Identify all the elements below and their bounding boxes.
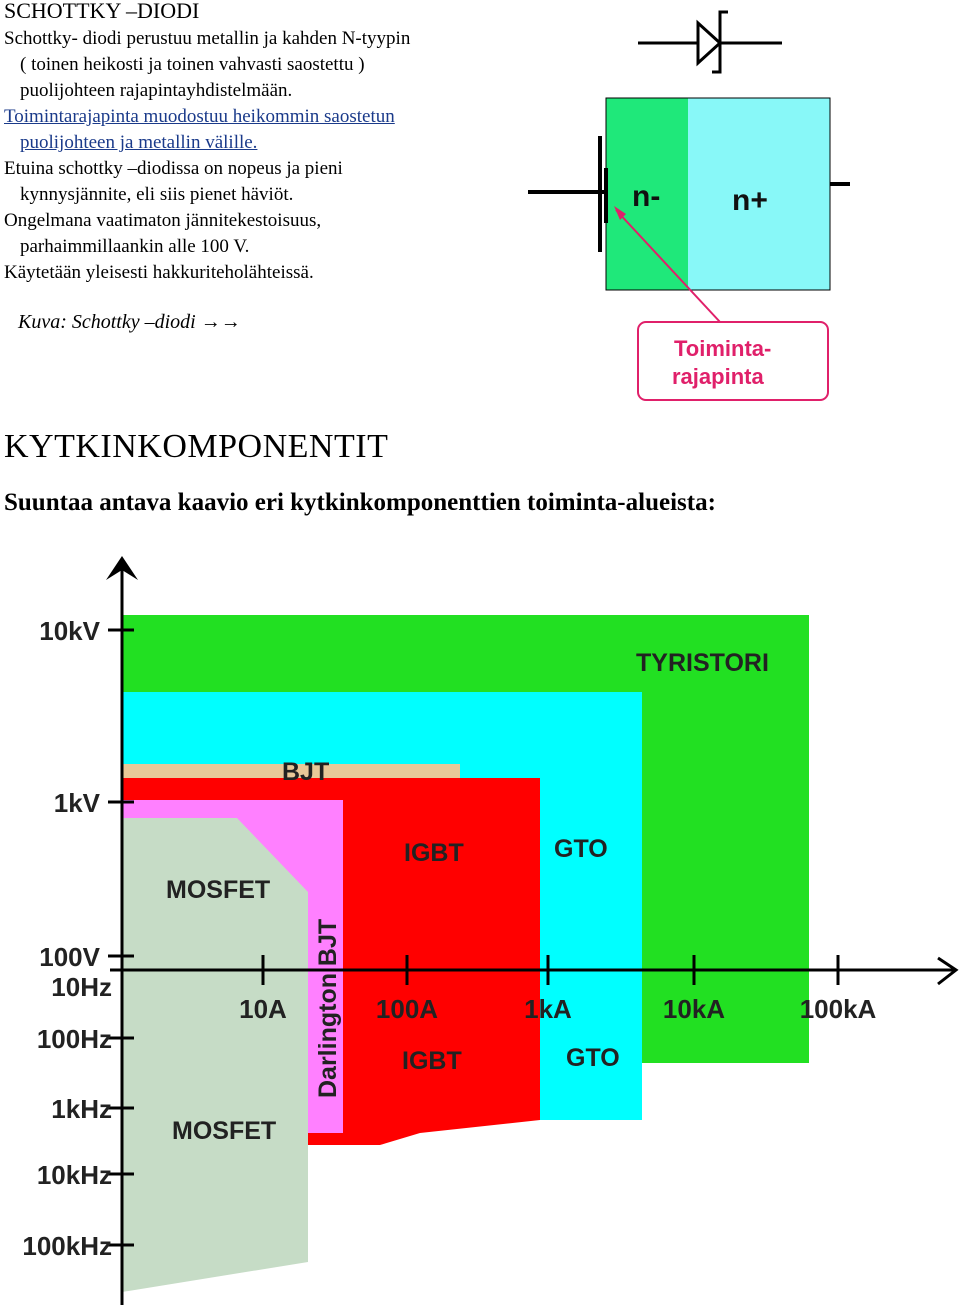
schottky-line-3: Toimintarajapinta muodostuu heikommin saostetun (4, 106, 395, 127)
schottky-line-1: ( toinen heikosti ja toinen vahvasti saostettu ) (20, 54, 365, 75)
schottky-title: SCHOTTKY –DIODI (4, 0, 200, 23)
y-tick-label-frequency: 1kHz (51, 1094, 112, 1124)
region-label-bjt: BJT (282, 758, 330, 786)
schottky-line-9: Käytetään yleisesti hakkuriteholähteissä. (4, 262, 314, 283)
schottky-line-8: parhaimmillaankin alle 100 V. (20, 236, 250, 257)
region-label-igbt: IGBT (402, 1047, 462, 1075)
region-label-mosfet: MOSFET (166, 876, 271, 904)
figure-caption: Kuva: Schottky –diodi →→ (18, 311, 241, 333)
schottky-line-5: Etuina schottky –diodissa on nopeus ja pieni (4, 158, 343, 179)
y-tick-label-frequency: 10Hz (51, 972, 112, 1002)
y-tick-label-voltage: 10kV (39, 616, 100, 646)
x-tick-label: 1kA (524, 994, 572, 1024)
region-label-tyristori: TYRISTORI (636, 649, 769, 677)
x-tick-label: 10A (239, 994, 287, 1024)
schottky-line-7: Ongelmana vaatimaton jännitekestoisuus, (4, 210, 322, 231)
x-tick-label: 100A (375, 994, 439, 1024)
n-plus-label: n+ (732, 184, 768, 217)
schottky-line-6: kynnysjännite, eli siis pienet häviöt. (20, 184, 294, 205)
section-subtitle: Suuntaa antava kaavio eri kytkinkomponenttien toiminta-alueista: (4, 489, 716, 516)
y-tick-label-frequency: 100Hz (36, 1024, 112, 1054)
region-label-gto: GTO (554, 835, 608, 863)
diode-symbol-icon (638, 12, 782, 72)
schottky-line-4: puolijohteen ja metallin välille. (20, 132, 258, 153)
y-tick-label-voltage: 1kV (53, 788, 100, 818)
region-label-mosfet: MOSFET (172, 1117, 277, 1145)
schottky-line-2: puolijohteen rajapintayhdistelmään. (20, 80, 293, 101)
y-tick-label-voltage: 100V (39, 942, 100, 972)
section-title: KYTKINKOMPONENTIT (4, 428, 389, 465)
callout-line2: rajapinta (672, 364, 764, 389)
y-tick-label-frequency: 100kHz (22, 1231, 112, 1261)
switch-components-chart (0, 540, 960, 1308)
x-tick-label: 10kA (662, 994, 726, 1024)
schottky-diode-figure (520, 8, 850, 408)
region-label-igbt: IGBT (404, 839, 464, 867)
callout-line1: Toiminta- (674, 336, 772, 361)
region-label-gto: GTO (566, 1044, 620, 1072)
region-label-darlington-bjt: Darlington BJT (314, 918, 342, 1098)
y-tick-label-frequency: 10kHz (36, 1160, 112, 1190)
x-tick-label: 100kA (799, 994, 877, 1024)
n-minus-label: n- (632, 180, 661, 213)
schottky-line-0: Schottky- diodi perustuu metallin ja kahden N-tyypin (4, 28, 411, 49)
